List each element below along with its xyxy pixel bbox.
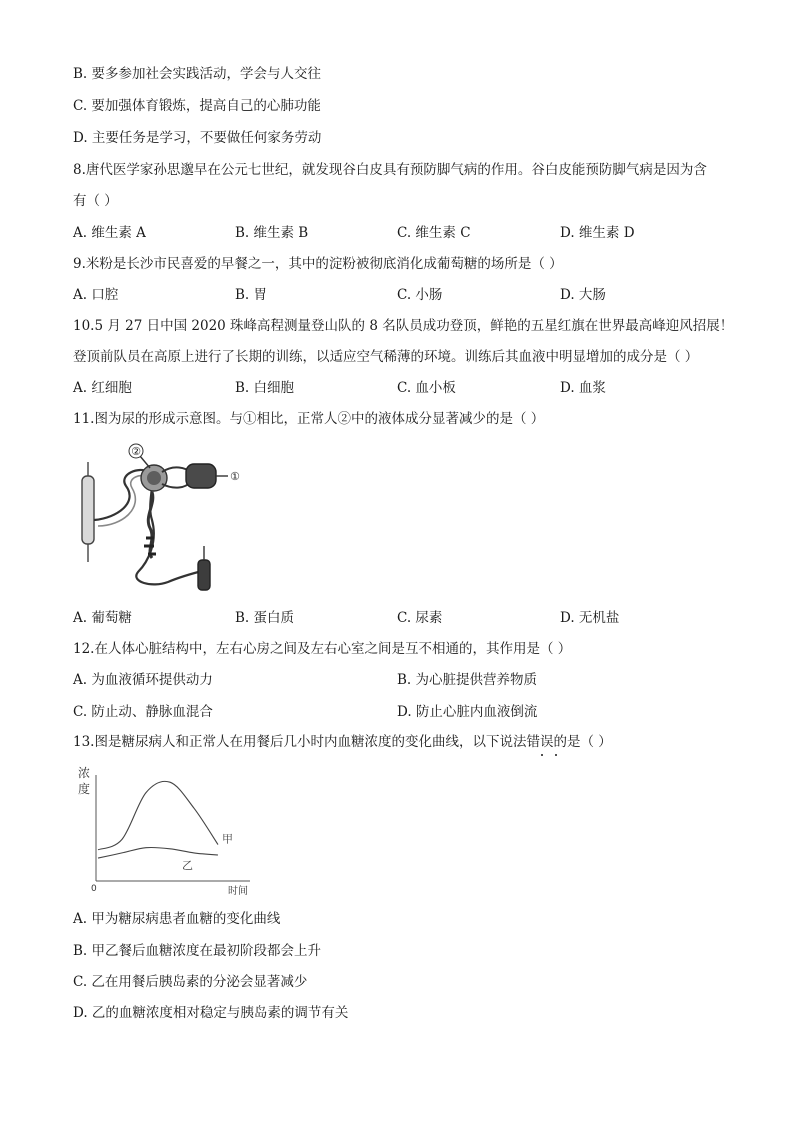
- origin-label: 0: [91, 884, 97, 894]
- series-jia-label: 甲: [222, 832, 233, 846]
- q11-option-a[interactable]: A. 葡萄糖: [73, 610, 132, 626]
- q8-option-c[interactable]: C. 维生素 C: [397, 225, 471, 241]
- q12-stem: 12.在人体心脏结构中，左右心房之间及左右心室之间是互不相通的，其作用是（ ）: [73, 641, 572, 657]
- q10-option-a[interactable]: A. 红细胞: [73, 380, 132, 396]
- emphasis-dot-2: [555, 754, 557, 756]
- q12-options-row2: [73, 702, 733, 722]
- q7-option-b[interactable]: B. 要多参加社会实践活动，学会与人交往: [73, 66, 322, 82]
- q9-option-c[interactable]: C. 小肠: [397, 287, 443, 303]
- q13-option-c[interactable]: C. 乙在用餐后胰岛素的分泌会显著减少: [73, 974, 308, 990]
- emphasis-dot-1: [541, 754, 543, 756]
- label-1: ①: [230, 470, 240, 483]
- series-yi-line: [98, 847, 218, 858]
- collecting-duct: [198, 560, 210, 590]
- q12-option-b[interactable]: B. 为心脏提供营养物质: [397, 672, 538, 688]
- q9-options: [73, 285, 733, 305]
- q11-options: [73, 608, 733, 628]
- q10-option-d[interactable]: D. 血浆: [560, 380, 606, 396]
- q11-option-d[interactable]: D. 无机盐: [560, 610, 620, 626]
- q11-option-c[interactable]: C. 尿素: [397, 610, 443, 626]
- q8-option-b[interactable]: B. 维生素 B: [235, 225, 309, 241]
- series-yi-label: 乙: [182, 858, 193, 872]
- q10-option-c[interactable]: C. 血小板: [397, 380, 456, 396]
- q9-stem: 9.米粉是长沙市民喜爱的早餐之一，其中的淀粉被彻底消化成葡萄糖的场所是（ ）: [73, 256, 563, 272]
- q8-option-d[interactable]: D. 维生素 D: [560, 225, 635, 241]
- label-2: ②: [131, 445, 141, 458]
- x-label: 时间: [228, 886, 248, 897]
- q8-option-a[interactable]: A. 维生素 A: [73, 225, 146, 241]
- q12-option-c[interactable]: C. 防止动、静脉血混合: [73, 704, 213, 720]
- q8-stem-line2: 有（ ）: [73, 193, 118, 209]
- vessel-1: [186, 464, 216, 488]
- nephron-diagram: [78, 442, 238, 600]
- q12-option-a[interactable]: A. 为血液循环提供动力: [73, 672, 213, 688]
- q13-stem: 13.图是糖尿病人和正常人在用餐后几小时内血糖浓度的变化曲线，以下说法错误的是（ ）: [73, 734, 612, 750]
- glucose-chart: [72, 763, 262, 898]
- q9-option-a[interactable]: A. 口腔: [73, 287, 119, 303]
- series-jia-line: [98, 781, 218, 849]
- q9-option-d[interactable]: D. 大肠: [560, 287, 606, 303]
- q7-option-d[interactable]: D. 主要任务是学习，不要做任何家务劳动: [73, 130, 322, 146]
- q12-option-d[interactable]: D. 防止心脏内血液倒流: [397, 704, 538, 720]
- q13-option-b[interactable]: B. 甲乙餐后血糖浓度在最初阶段都会上升: [73, 943, 322, 959]
- q8-options: [73, 223, 733, 243]
- q10-stem-line2: 登顶前队员在高原上进行了长期的训练，以适应空气稀薄的环境。训练后其血液中明显增加的成分是（ ）: [73, 349, 699, 365]
- q7-option-c[interactable]: C. 要加强体育锻炼，提高自己的心肺功能: [73, 98, 321, 114]
- q11-stem: 11.图为尿的形成示意图。与①相比，正常人②中的液体成分显著减少的是（ ）: [73, 411, 545, 427]
- q11-option-b[interactable]: B. 蛋白质: [235, 610, 295, 626]
- q12-options-row1: [73, 670, 733, 690]
- left-vessel: [82, 476, 94, 544]
- y-label-line2: 度: [78, 782, 91, 796]
- q13-option-a[interactable]: A. 甲为糖尿病患者血糖的变化曲线: [73, 911, 281, 927]
- q13-option-d[interactable]: D. 乙的血糖浓度相对稳定与胰岛素的调节有关: [73, 1005, 349, 1021]
- y-label-line1: 浓: [78, 766, 91, 780]
- q10-stem-line1: 10.5 月 27 日中国 2020 珠峰高程测量登山队的 8 名队员成功登顶，鲜艳的五星红旗在世界最高峰迎风招展！: [73, 318, 734, 334]
- q9-option-b[interactable]: B. 胃: [235, 287, 268, 303]
- q8-stem-line1: 8.唐代医学家孙思邈早在公元七世纪，就发现谷白皮具有预防脚气病的作用。谷白皮能预防脚气病是因为含: [73, 162, 707, 178]
- q10-options: [73, 378, 733, 398]
- q10-option-b[interactable]: B. 白细胞: [235, 380, 295, 396]
